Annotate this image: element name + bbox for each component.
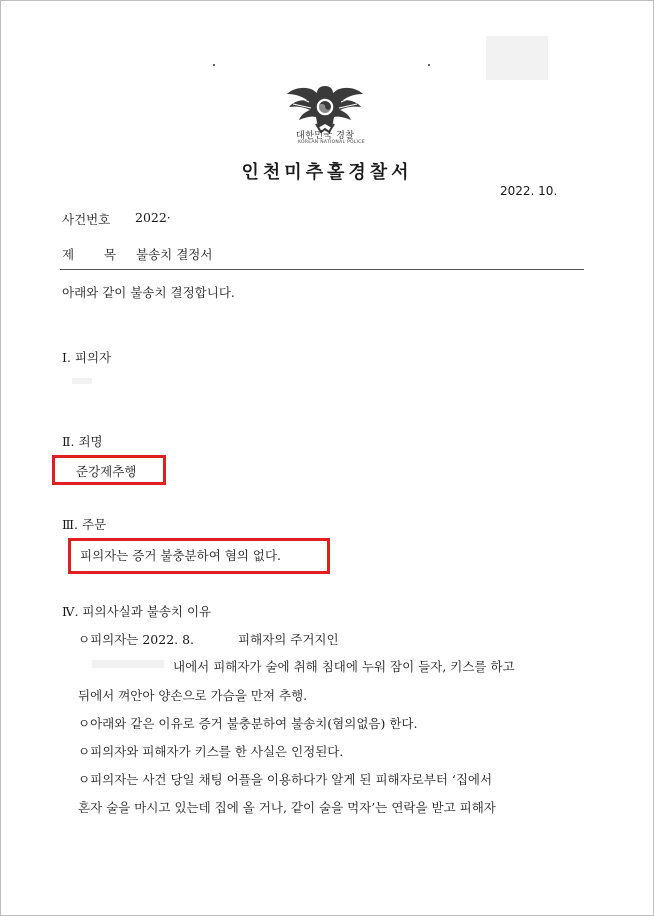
charge-value: 준강제추행 bbox=[76, 464, 137, 479]
case-number-label: 사건번호 bbox=[62, 212, 111, 227]
subject-label-2: 목 bbox=[104, 247, 117, 262]
section-3-title: Ⅲ. 주문 bbox=[62, 517, 107, 532]
case-number-value: 2022· bbox=[135, 210, 171, 225]
divider bbox=[60, 269, 584, 270]
scan-dot bbox=[213, 64, 215, 66]
subject-label-1: 제 bbox=[62, 247, 75, 262]
subject-value: 불송치 결정서 bbox=[136, 247, 213, 262]
section-2-title: Ⅱ. 죄명 bbox=[62, 434, 103, 449]
redacted-area bbox=[72, 378, 92, 384]
paragraph-line: 내에서 피해자가 술에 취해 침대에 누워 잠이 들자, 키스를 하고 bbox=[173, 659, 515, 674]
order-value: 피의자는 증거 불충분하여 혐의 없다. bbox=[80, 548, 281, 563]
paragraph-line: ㅇ아래와 같은 이유로 증거 불충분하여 불송치(혐의없음) 한다. bbox=[78, 716, 418, 731]
section-4-title: Ⅳ. 피의사실과 불송치 이유 bbox=[62, 604, 212, 619]
emblem-english-text: KOREAN NATIONAL POLICE bbox=[298, 140, 365, 145]
emblem-korean-text: 대한민국 경찰 bbox=[296, 131, 355, 141]
paragraph-line: 피해자의 주거지인 bbox=[238, 632, 339, 647]
paragraph-line: ㅇ피의자는 사건 당일 채팅 어플을 이용하다가 알게 된 피해자로부터 ‘집에서 bbox=[78, 772, 493, 787]
paragraph-line: 혼자 술을 마시고 있는데 집에 올 거나, 같이 술을 먹자’는 연락을 받고 피해자 bbox=[78, 800, 496, 815]
scan-dot bbox=[428, 64, 430, 66]
redacted-area bbox=[92, 660, 164, 668]
paragraph-line: 뒤에서 껴안아 양손으로 가슴을 만져 추행. bbox=[78, 688, 308, 703]
paragraph-line: ㅇ피의자는 2022. 8. bbox=[78, 632, 195, 647]
intro-text: 아래와 같이 불송치 결정합니다. bbox=[62, 285, 235, 300]
section-1-title: Ⅰ. 피의자 bbox=[62, 350, 112, 365]
faint-watermark bbox=[486, 36, 548, 80]
paragraph-line: ㅇ피의자와 피해자가 키스를 한 사실은 인정된다. bbox=[78, 744, 344, 759]
document-date: 2022. 10. bbox=[500, 184, 558, 198]
office-title: 인천미추홀경찰서 bbox=[241, 162, 413, 183]
